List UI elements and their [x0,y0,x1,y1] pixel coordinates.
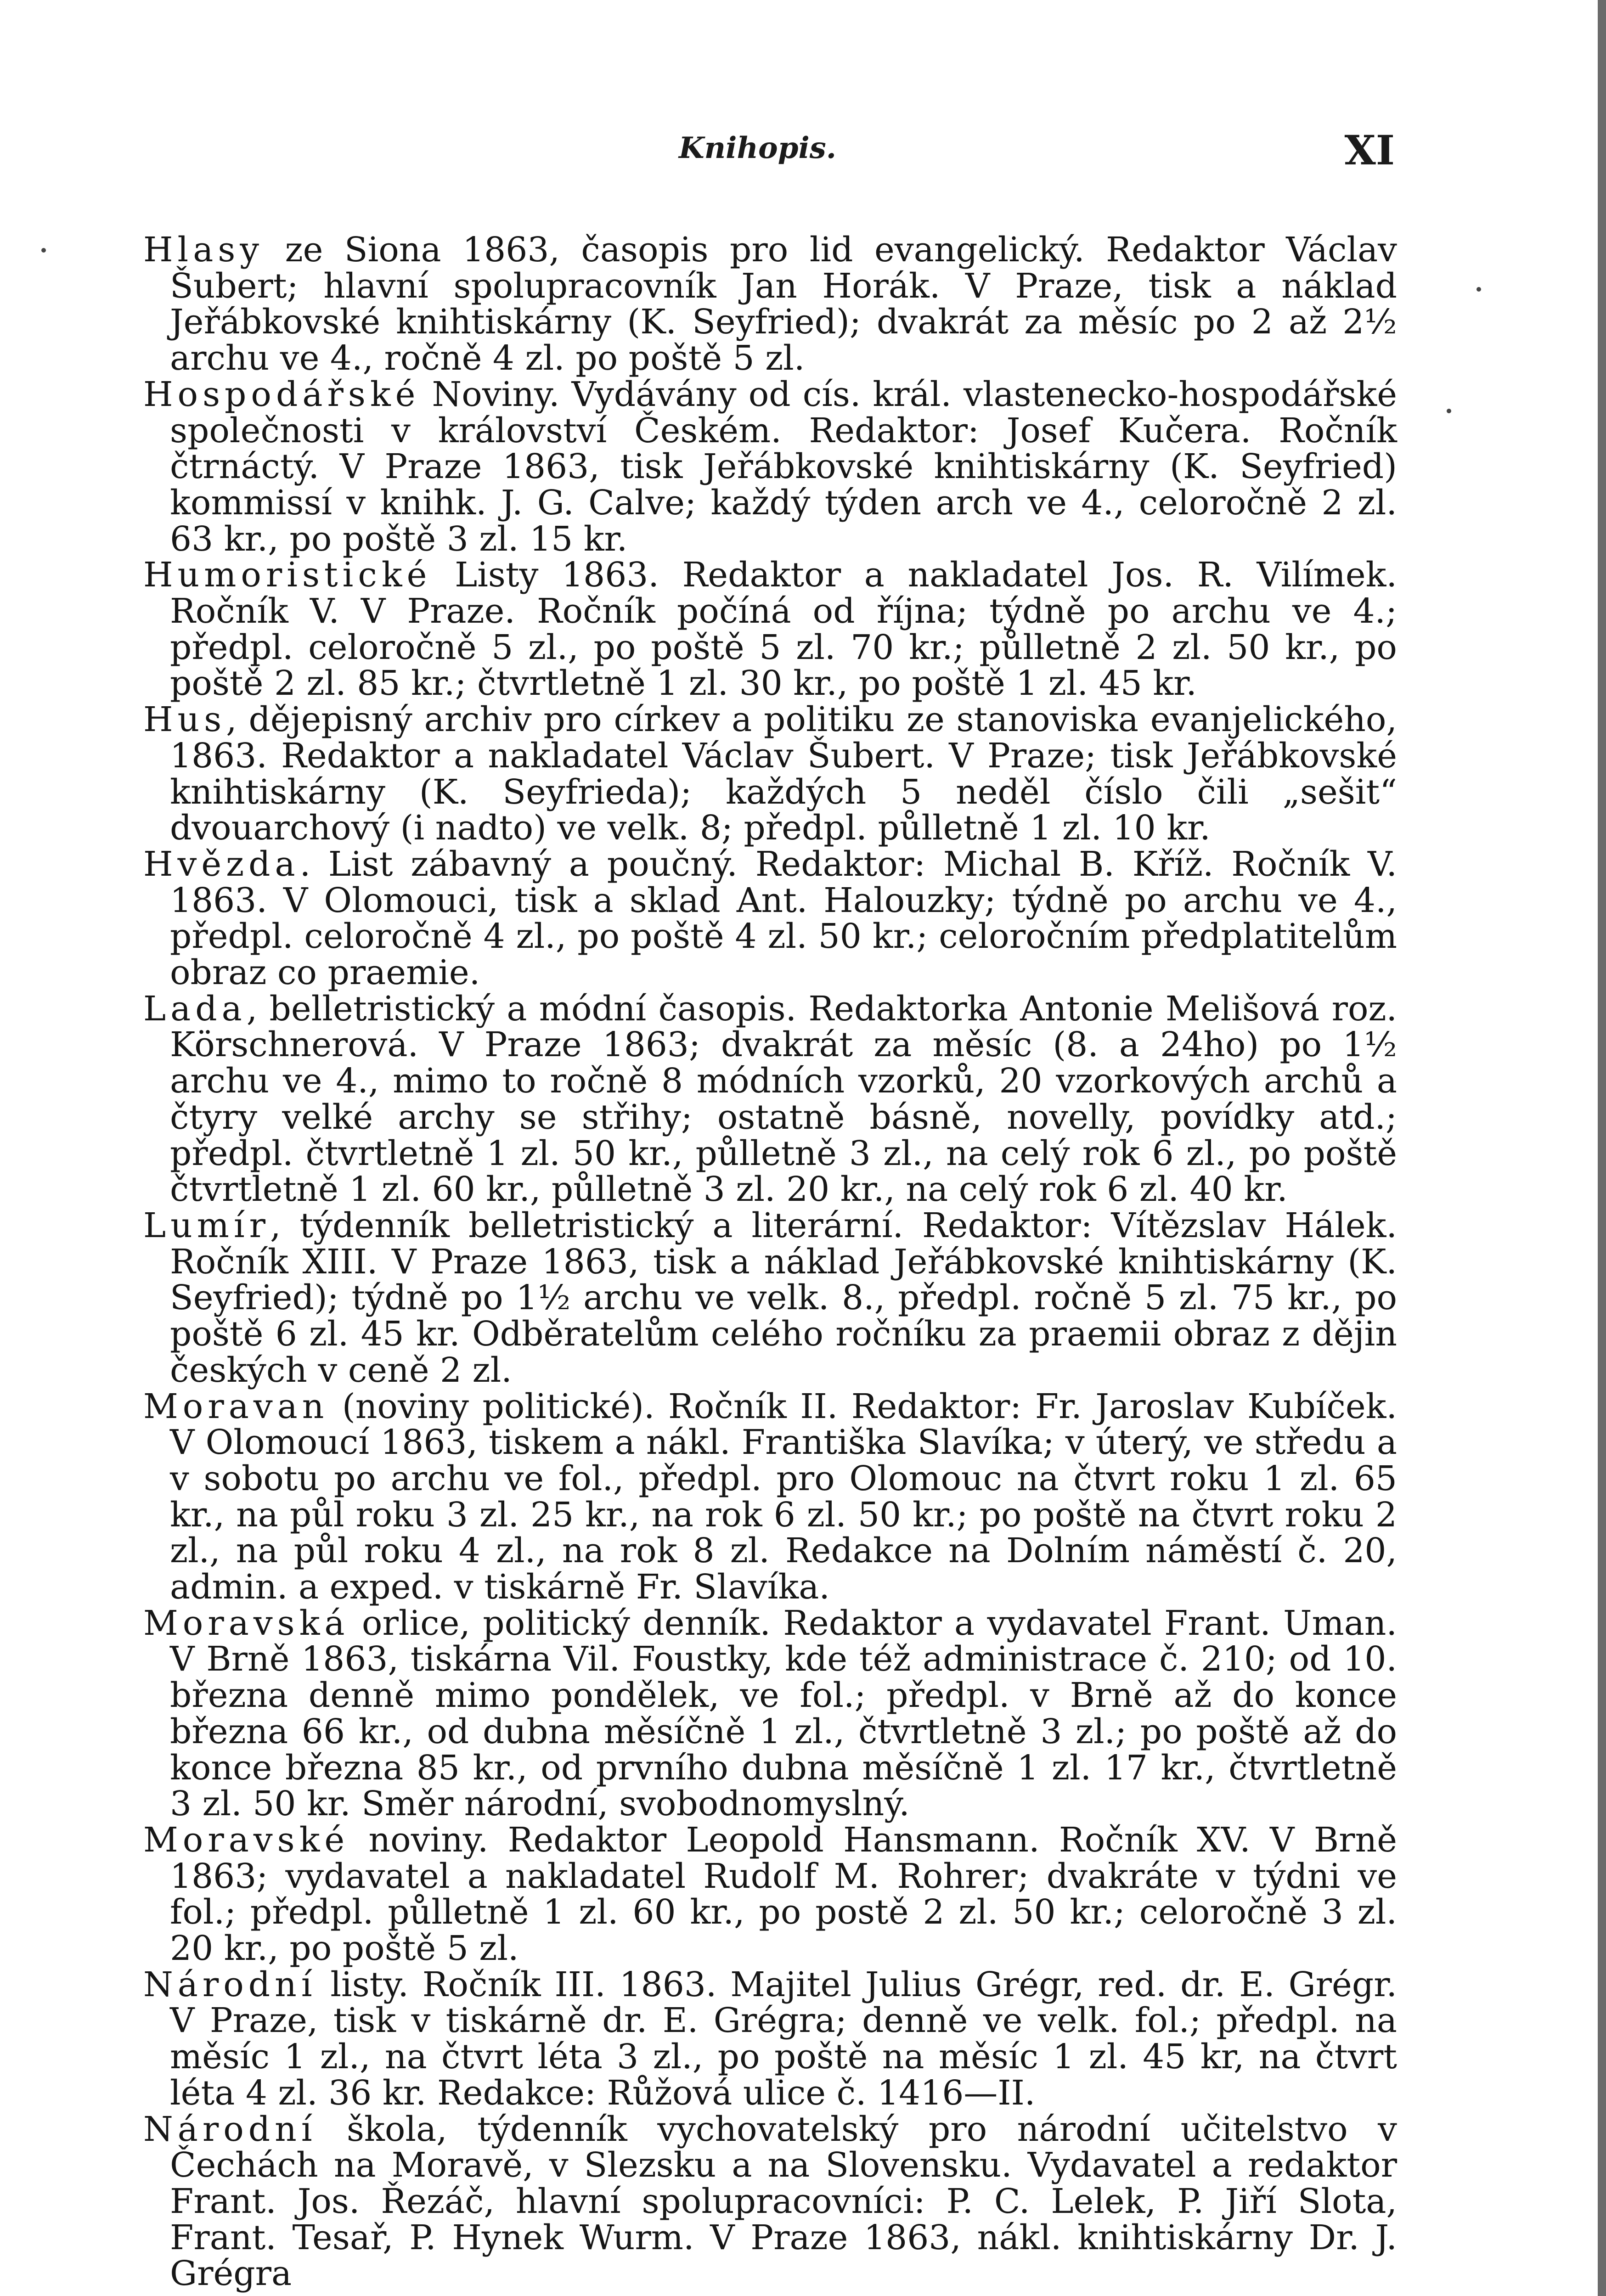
entry-moravske-noviny [143,1822,1397,1967]
entry-title: Národní [143,1964,317,2004]
scan-speck [1476,287,1481,292]
running-title: Knihopis. [679,131,837,165]
entry-text: škola, týdenník vychovatelský pro národní učitelstvo v Čechách na Moravě, v Slezsku a na Slovensku. Vydavatel a redaktor Frant. Jos. Řezáč, hlavní spolupracovníci: P. C. Lelek, P. Jiří Slota, Frant. Tesař, P. Hynek Wurm. V Praze 1863, nákl. knihtiskárny Dr. J. Grégra [170,2109,1397,2294]
entry-narodni-listy [143,1964,1397,2113]
entry-moravska-orlice [143,1605,1397,1822]
entry-text: noviny. Redaktor Leopold Hansmann. Ročník XV. V Brně 1863; vydavatel a nakladatel Rudolf M. Rohrer; dvakráte v týdni ve fol.; předpl. půlletně 1 zl. 60 kr., po postě 2 zl. 50 kr.; celoročně 3 zl. 20 kr., po poště 5 zl. [170,1820,1397,1969]
entry-lumir [143,1205,1397,1390]
entry-text: , dějepisný archiv pro církev a politiku ze stanoviska evanjelického, 1863. Redaktor a nakladatel Václav Šubert. V Praze; tisk Jeřábkovské knihtiskárny (K. Seyfrieda); každých 5 neděl číslo čili „sešit“ dvouarchový (i nadto) ve velk. 8; předpl. půlletně 1 zl. 10 kr. [170,700,1397,848]
entry-humoristicke-listy [143,557,1397,702]
scan-speck [1447,409,1451,413]
entry-title: Humoristické [143,555,432,595]
entry-text: , belletristický a módní časopis. Redaktorka Antonie Melišová roz. Körschnerová. V Praze 1863; dvakrát za měsíc (8. a 24ho) po 1½ archu ve 4., mimo to ročně 8 módních vzorků, 20 vzorkových archů a čtyry velké archy se střihy; ostatně básně, novelly, povídky atd.; předpl. čtvrtletně 1 zl. 50 kr., půlletně 3 zl., na celý rok 6 zl., po poště čtvrtletně 1 zl. 60 kr., půlletně 3 zl. 20 kr., na celý rok 6 zl. 40 kr. [170,989,1397,1210]
entry-title: Národní [143,2109,317,2149]
entry-narodni-skola [143,2111,1397,2292]
page-edge-shadow [1598,0,1606,2296]
entry-title: Lumír [143,1205,270,1245]
entry-text: (noviny politické). Ročník II. Redaktor: Fr. Jaroslav Kubíček. V Olomoucí 1863, tiskem a nákl. Františka Slavíka; v úterý, ve středu a v sobotu po archu ve fol., předpl. pro Olomouc na čtvrt roku 1 zl. 65 kr., na půl roku 3 zl. 25 kr., na rok 6 zl. 50 kr.; po poště na čtvrt roku 2 zl., na půl roku 4 zl., na rok 8 zl. Redakce na Dolním náměstí č. 20, admin. a exped. v tiskárně Fr. Slavíka. [170,1386,1397,1607]
entry-moravan [143,1386,1397,1607]
entry-text: Listy 1863. Redaktor a nakladatel Jos. R. Vilímek. Ročník V. V Praze. Ročník počíná od října; týdně po archu ve 4.; předpl. celoročně 5 zl., po poště 5 zl. 70 kr.; půlletně 2 zl. 50 kr., po poště 2 zl. 85 kr.; čtvrtletně 1 zl. 30 kr., po poště 1 zl. 45 kr. [170,555,1397,703]
entry-hospodarske-noviny [143,374,1397,559]
entry-hvezda [143,846,1397,991]
entry-text: ze Siona 1863, časopis pro lid evangelický. Redaktor Václav Šubert; hlavní spolupracovník Jan Horák. V Praze, tisk a náklad Jeřábkovské knihtiskárny (K. Seyfried); dvakrát za měsíc po 2 až 2½ archu ve 4., ročně 4 zl. po poště 5 zl. [170,230,1397,378]
entry-lada [143,991,1397,1208]
entry-text: orlice, politický denník. Redaktor a vydavatel Frant. Uman. V Brně 1863, tiskárna Vil. Foustky, kde též administrace č. 210; od 10. března denně mimo pondělek, ve fol.; předpl. v Brně až do konce března 66 kr., od dubna měsíčně 1 zl., čtvrtletně 3 zl.; po poště až do konce března 85 kr., od prvního dubna měsíčně 1 zl. 17 kr., čtvrtletně 3 zl. 50 kr. Směr národní, svobodnomyslný. [170,1603,1397,1824]
entry-title: Hvězda [143,844,300,884]
entry-hus [143,702,1397,846]
entry-title: Lada [143,989,247,1029]
entry-title: Hlasy [143,230,264,270]
entry-hlasy-ze-siona [143,232,1397,377]
entry-text: , týdenník belletristický a literární. Redaktor: Vítězslav Hálek. Ročník XIII. V Praze 1863, tisk a náklad Jeřábkovské knihtiskárny (K. Seyfried); týdně po 1½ archu ve velk. 8., předpl. ročně 5 zl. 75 kr., po poště 6 zl. 45 kr. Odběratelům celého ročníku za praemii obraz z dějin českých v ceně 2 zl. [170,1205,1397,1390]
entry-title: Hospodářské [143,374,420,414]
entry-text: Noviny. Vydávány od cís. král. vlastenecko-hospodářské společnosti v království Českém. Redaktor: Josef Kučera. Ročník čtrnáctý. V Praze 1863, tisk Jeřábkovské knihtiskárny (K. Seyfried) kommissí v knihk. J. G. Calve; každý týden arch ve 4., celoročně 2 zl. 63 kr., po poště 3 zl. 15 kr. [170,374,1397,559]
page-header [0,126,1606,181]
entry-title: Moravské [143,1820,349,1860]
entry-title: Moravská [143,1603,349,1643]
page-number: XI [1344,126,1395,174]
entry-text: listy. Ročník III. 1863. Majitel Julius Grégr, red. dr. E. Grégr. V Praze, tisk v tiskárně dr. E. Grégra; denně ve velk. fol.; předpl. na měsíc 1 zl., na čtvrt léta 3 zl., po poště na měsíc 1 zl. 45 kr, na čtvrt léta 4 zl. 36 kr. Redakce: Růžová ulice č. 1416—II. [170,1964,1397,2113]
entry-title: Hus [143,700,226,740]
catalog-entries [143,232,1397,2292]
entry-title: Moravan [143,1386,329,1426]
entry-text: . List zábavný a poučný. Redaktor: Michal B. Kříž. Ročník V. 1863. V Olomouci, tisk a sklad Ant. Halouzky; týdně po archu ve 4., předpl. celoročně 4 zl., po poště 4 zl. 50 kr.; celoročním předplatitelům obraz co praemie. [170,844,1397,993]
scan-speck [41,248,46,253]
